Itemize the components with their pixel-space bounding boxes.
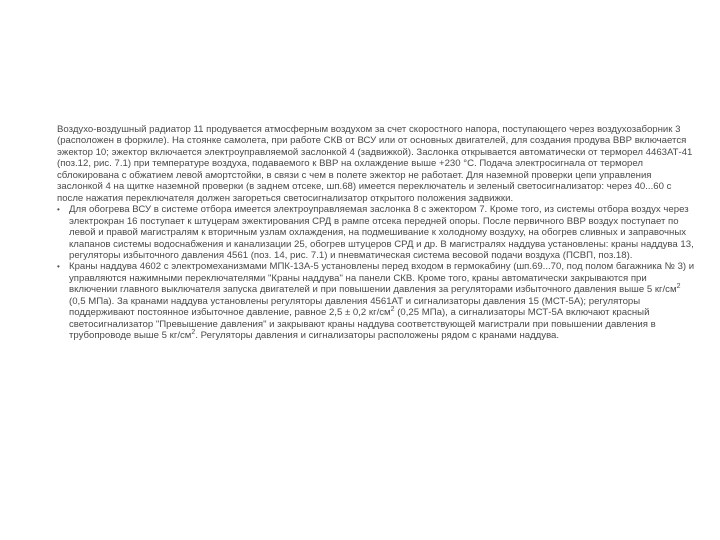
bullet-mark: • xyxy=(57,205,60,215)
superscript: 2 xyxy=(191,328,196,336)
paragraph-intro: Воздухо-воздушный радиатор 11 продувается атмосферным воздухом за счет скоростного напора, поступающего через воздухозаборник 3 (расположен в форкиле). На стоянке самолета, при работе СКВ от ВСУ или от основных двигателей, для создания продува ВВР включается эжектор 10; эжектор включается электроуправляемой заслонкой 4 (задвижкой). Заслонка открывается автоматически от терморел 4463АТ-41 (поз.12, рис. 7.1) при температуре воздуха, подаваемого к ВВР на охлаждение выше +230 °С. Подача электросигнала от терморел сблокирована с обжатием левой амортстойки, в связи с чем в полете эжектор не работает. Для наземной проверки цепи управления заслонкой 4 на щитке наземной проверки (в заднем отсеке, шп.68) имеется переключатель и зеленый светосигнализатор: через 40...60 с после нажатия переключателя должен загореться светосигнализатор открытого положения задвижки. xyxy=(57,124,693,204)
bullet-text-part-1: Краны наддува 4602 с электромеханизмами МПК-13А-5 установлены перед входом в гермокабину (шп.69...70, под полом багажника № 3) и управляются нажимными переключателями "Краны наддува" на панели СКВ. Кроме того, краны автоматически закрываются при включении главного выключателя запуска двигателей и при повышении давления за регуляторами избыточного давления выше 5 кг/см xyxy=(69,261,695,296)
superscript: 2 xyxy=(676,283,681,291)
bullet-text-part-2: (0,5 МПа). За кранами наддува установлены регуляторы давления 4561АТ и сигнализаторы давления 15 (МСТ-5А); регуляторы поддерживают постоянное избыточное давление, равное 2,5 ± 0,2 кг/см xyxy=(69,295,641,319)
bullet-item-pressurization-valves xyxy=(57,261,697,341)
bullet-text-part-3: (0,25 МПа), а сигнализаторы МСТ-5А включают красный светосигнализатор "Превышение давления" и закрывают краны наддува соответствующей магистрали при повышении давления в трубопроводе выше 5 кг/см xyxy=(69,307,656,342)
superscript: 2 xyxy=(390,306,395,314)
bullet-text: Для обогрева ВСУ в системе отбора имеется электроуправляемая заслонка 8 с эжектором 7. Кроме того, из системы отбора воздух через электрокран 16 поступает к штуцерам эжектирования СРД в рампе отсека передней опоры. После первичного ВВР воздух поступает по левой и правой магистралям к вторичным узлам охлаждения, на подмешивание к холодному воздуху, на обогрев сливных и заправочных клапанов системы водоснабжения и канализации 25, обогрев штуцеров СРД и др. В магистралях наддува установлены: краны наддува 13, регуляторы избыточного давления 4561 (поз. 14, рис. 7.1) и пневматическая система весовой подачи воздуха (ПСВП, поз.18). xyxy=(69,204,694,261)
bullet-text-part-4: . Регуляторы давления и сигнализаторы расположены рядом с кранами наддува. xyxy=(195,330,560,342)
bullet-item-apu-heating xyxy=(57,204,697,261)
document-body xyxy=(57,124,697,342)
bullet-mark: • xyxy=(57,262,60,272)
